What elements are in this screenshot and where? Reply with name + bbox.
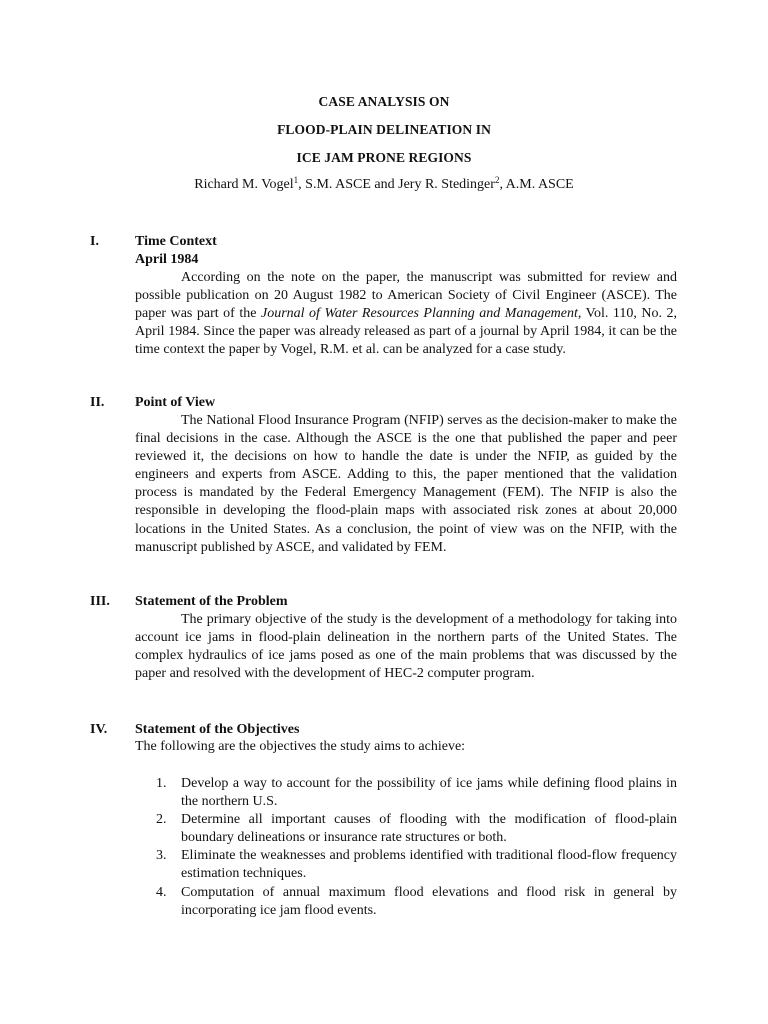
list-item: [156, 847, 677, 883]
section-4-intro: The following are the objectives the study aims to achieve:: [135, 739, 466, 754]
objectives-list: [156, 775, 677, 920]
section-2-heading: Point of View: [135, 395, 216, 410]
section-1-paragraph: [135, 269, 677, 359]
section-1-numeral: I.: [90, 234, 99, 249]
author-1-footnote-mark: 1: [293, 175, 299, 185]
author-2-footnote-mark: 2: [494, 175, 500, 185]
list-item-number: 3.: [156, 848, 167, 864]
list-item-text: Computation of annual maximum flood elevations and flood risk in general by incorporating ice jam flood events.: [181, 884, 677, 918]
author-1-suffix: , S.M. ASCE and Jery R. Stedinger: [298, 177, 495, 192]
section-3-numeral: III.: [90, 594, 110, 609]
list-item: [156, 884, 677, 920]
section-2-paragraph: The National Flood Insurance Program (NFIP) serves as the decision-maker to make the final decisions in the case. Although the ASCE is the one that published the paper and peer reviewed it, the decisions on how to handle the date is under the NFIP, as guided by the engineers and experts from ASCE. Adding to this, the paper mentioned that the validation process is mandated by the Federal Emergency Management (FEM). The NFIP is also the responsible in developing the flood-plain maps with associated risk zones at about 20,000 locations in the United States. As a conclusion, the point of view was on the NFIP, with the manuscript published by ASCE, and validated by FEM.: [135, 413, 677, 555]
section-2-numeral: II.: [90, 395, 105, 410]
list-item-number: 4.: [156, 884, 167, 900]
list-item: [156, 811, 677, 847]
author-2-suffix: , A.M. ASCE: [499, 177, 574, 192]
list-item-text: Develop a way to account for the possibility of ice jams while defining flood plains in the northern U.S.: [181, 776, 677, 810]
list-item-text: Eliminate the weaknesses and problems identified with traditional flood-flow frequency estimation techniques.: [181, 848, 677, 882]
author-line: [0, 177, 768, 193]
author-1-name: Richard M. Vogel: [194, 177, 294, 192]
list-item-number: 1.: [156, 776, 167, 791]
section-1-paragraph-part-2: Vol. 110, No. 2, April 1984. Since the paper was already released as part of a journal by April 1984, it can be the time context the paper by Vogel, R.M. et al. can be analyzed for a case study.: [135, 306, 677, 358]
section-1-subheading: April 1984: [135, 252, 199, 267]
title-line-3: ICE JAM PRONE REGIONS: [296, 150, 472, 165]
section-3-paragraph: The primary objective of the study is the development of a methodology for taking into account ice jams in flood-plain delineation in the northern parts of the United States. The complex hydraulics of ice jams posed as one of the main problems that was discussed by the paper and resolved with the development of HEC-2 computer program.: [135, 612, 677, 682]
section-4-numeral: IV.: [90, 722, 108, 737]
title-line-2: FLOOD-PLAIN DELINEATION IN: [277, 122, 491, 137]
title-line-1: CASE ANALYSIS ON: [318, 94, 450, 109]
list-item-number: 2.: [156, 812, 167, 828]
journal-title: Journal of Water Resources Planning and Management,: [260, 306, 582, 322]
section-1-heading: Time Context: [135, 234, 217, 249]
list-item-text: Determine all important causes of flooding with the modification of flood-plain boundary delineations or insurance rate structures or both.: [181, 812, 677, 846]
list-item: [156, 775, 677, 811]
section-1-paragraph-part-1: According on the note on the paper, the manuscript was submitted for review and possible publication on 20 August 1982 to American Society of Civil Engineer (ASCE). The paper was part of the: [135, 270, 677, 322]
section-4-heading: Statement of the Objectives: [135, 722, 300, 737]
section-3-heading: Statement of the Problem: [135, 594, 288, 609]
